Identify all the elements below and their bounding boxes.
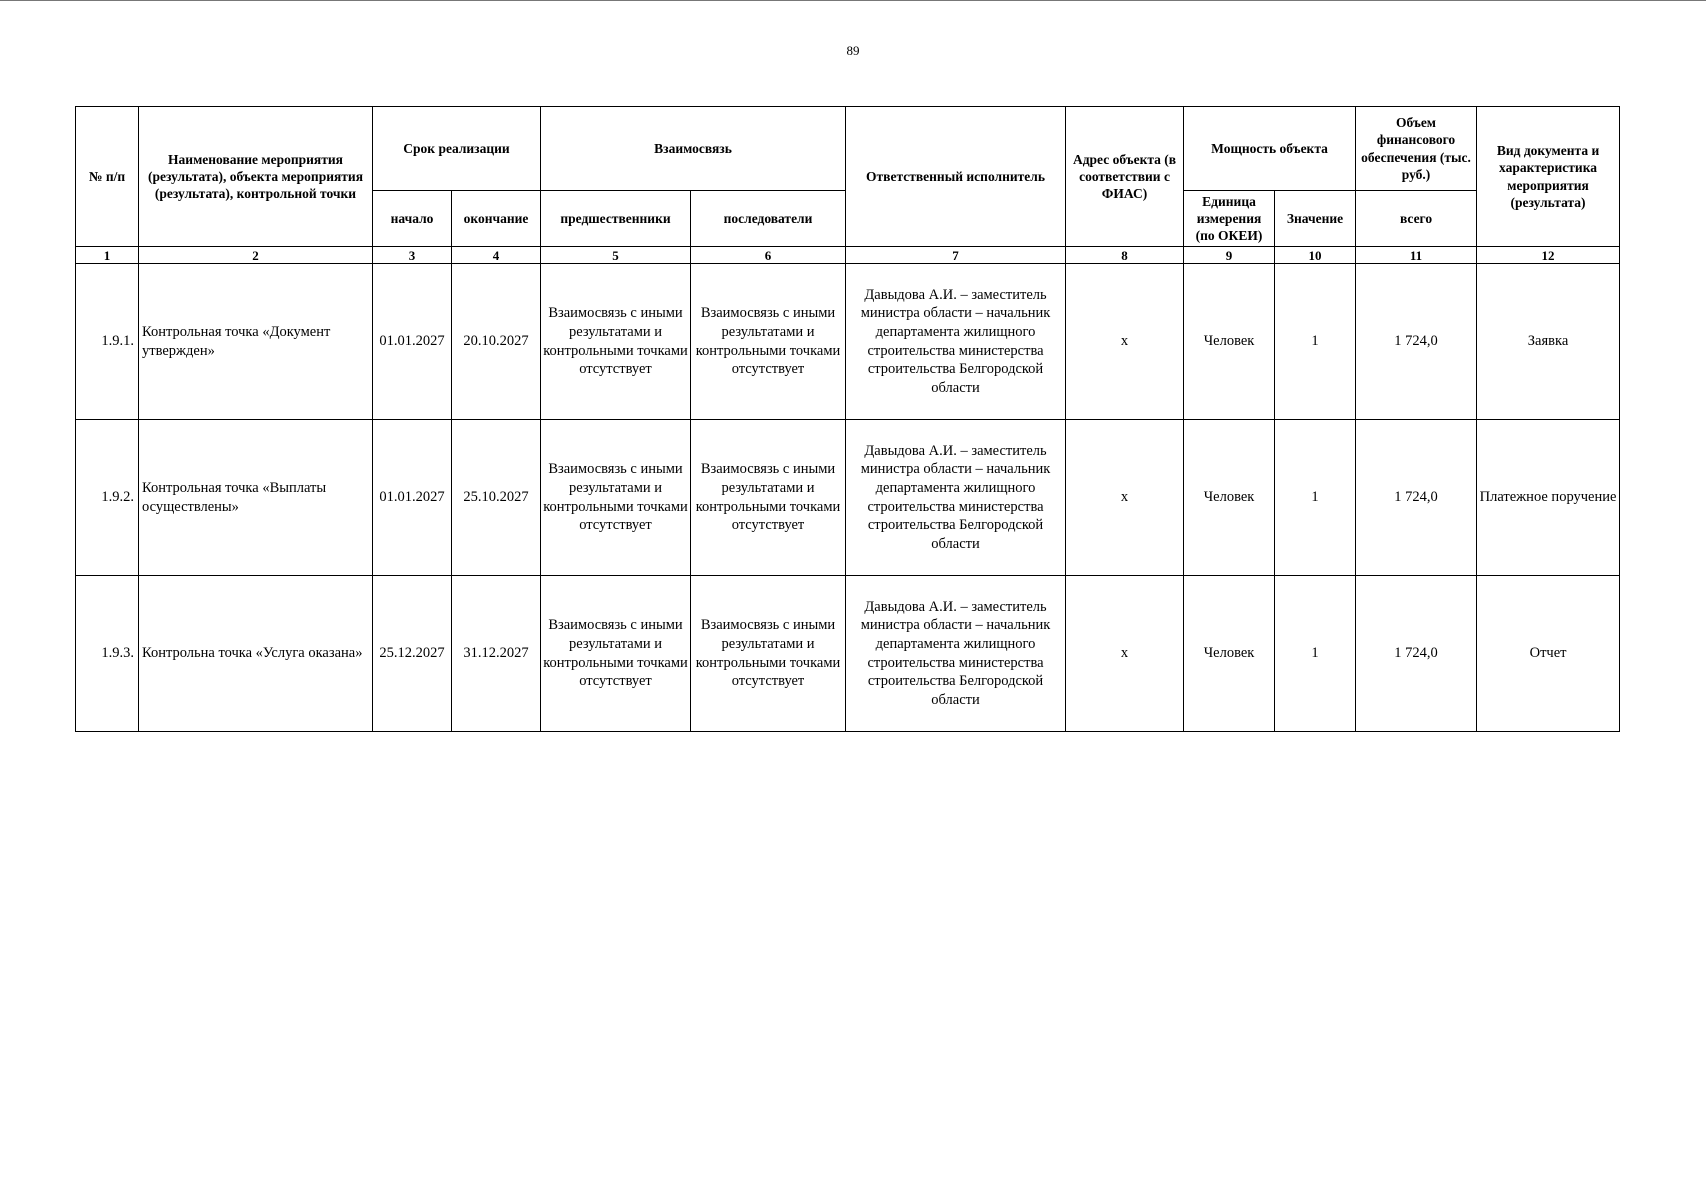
header-capacity-value: Значение	[1275, 191, 1356, 247]
header-term: Срок реализации	[373, 107, 541, 191]
row-responsible: Давыдова А.И. – заместитель министра области – начальник департамента жилищного строительства министерства строительства Белгородской области	[846, 420, 1066, 576]
row-number: 1.9.1.	[76, 264, 139, 420]
row-start-date: 01.01.2027	[373, 264, 452, 420]
row-unit: Человек	[1184, 264, 1275, 420]
column-number: 12	[1477, 247, 1620, 264]
row-total: 1 724,0	[1356, 576, 1477, 732]
row-value: 1	[1275, 576, 1356, 732]
header-link-succ: последователи	[691, 191, 846, 247]
row-responsible: Давыдова А.И. – заместитель министра области – начальник департамента жилищного строительства министерства строительства Белгородской области	[846, 576, 1066, 732]
column-number: 10	[1275, 247, 1356, 264]
plan-table	[75, 106, 1620, 732]
header-term-start: начало	[373, 191, 452, 247]
row-document: Платежное поручение	[1477, 420, 1620, 576]
table-row	[76, 576, 1620, 732]
row-successors: Взаимосвязь с иными результатами и контрольными точками отсутствует	[691, 420, 846, 576]
row-end-date: 25.10.2027	[452, 420, 541, 576]
row-name: Контрольна точка «Услуга оказана»	[139, 576, 373, 732]
column-number: 1	[76, 247, 139, 264]
header-link: Взаимосвязь	[541, 107, 846, 191]
header-address: Адрес объекта (в соответствии с ФИАС)	[1066, 107, 1184, 247]
table-row	[76, 420, 1620, 576]
scan-edge-line	[0, 0, 1706, 1]
row-predecessors: Взаимосвязь с иными результатами и контрольными точками отсутствует	[541, 576, 691, 732]
row-responsible: Давыдова А.И. – заместитель министра области – начальник департамента жилищного строительства министерства строительства Белгородской области	[846, 264, 1066, 420]
column-number: 11	[1356, 247, 1477, 264]
page-number: 89	[846, 43, 860, 58]
header-link-pred: предшественники	[541, 191, 691, 247]
header-name: Наименование мероприятия (результата), объекта мероприятия (результата), контрольной точки	[139, 107, 373, 247]
row-number: 1.9.3.	[76, 576, 139, 732]
row-value: 1	[1275, 420, 1356, 576]
column-number: 9	[1184, 247, 1275, 264]
row-unit: Человек	[1184, 576, 1275, 732]
header-finance: Объем финансового обеспечения (тыс. руб.)	[1356, 107, 1477, 191]
header-capacity: Мощность объекта	[1184, 107, 1356, 191]
header-finance-total: всего	[1356, 191, 1477, 247]
column-number: 3	[373, 247, 452, 264]
row-number: 1.9.2.	[76, 420, 139, 576]
header-num: № п/п	[76, 107, 139, 247]
row-total: 1 724,0	[1356, 420, 1477, 576]
row-name: Контрольная точка «Выплаты осуществлены»	[139, 420, 373, 576]
row-document: Отчет	[1477, 576, 1620, 732]
row-total: 1 724,0	[1356, 264, 1477, 420]
row-unit: Человек	[1184, 420, 1275, 576]
header-responsible: Ответственный исполнитель	[846, 107, 1066, 247]
row-name: Контрольная точка «Документ утвержден»	[139, 264, 373, 420]
row-value: 1	[1275, 264, 1356, 420]
row-address: х	[1066, 264, 1184, 420]
row-start-date: 01.01.2027	[373, 420, 452, 576]
header-capacity-unit: Единица измерения (по ОКЕИ)	[1184, 191, 1275, 247]
column-number: 6	[691, 247, 846, 264]
row-end-date: 31.12.2027	[452, 576, 541, 732]
column-number-row	[76, 247, 1620, 264]
row-address: х	[1066, 576, 1184, 732]
table-row	[76, 264, 1620, 420]
row-end-date: 20.10.2027	[452, 264, 541, 420]
row-start-date: 25.12.2027	[373, 576, 452, 732]
column-number: 8	[1066, 247, 1184, 264]
row-predecessors: Взаимосвязь с иными результатами и контрольными точками отсутствует	[541, 420, 691, 576]
column-number: 4	[452, 247, 541, 264]
column-number: 5	[541, 247, 691, 264]
header-doc: Вид документа и характеристика мероприятия (результата)	[1477, 107, 1620, 247]
column-number: 7	[846, 247, 1066, 264]
column-number: 2	[139, 247, 373, 264]
row-successors: Взаимосвязь с иными результатами и контрольными точками отсутствует	[691, 576, 846, 732]
row-document: Заявка	[1477, 264, 1620, 420]
row-predecessors: Взаимосвязь с иными результатами и контрольными точками отсутствует	[541, 264, 691, 420]
row-successors: Взаимосвязь с иными результатами и контрольными точками отсутствует	[691, 264, 846, 420]
header-term-end: окончание	[452, 191, 541, 247]
row-address: х	[1066, 420, 1184, 576]
